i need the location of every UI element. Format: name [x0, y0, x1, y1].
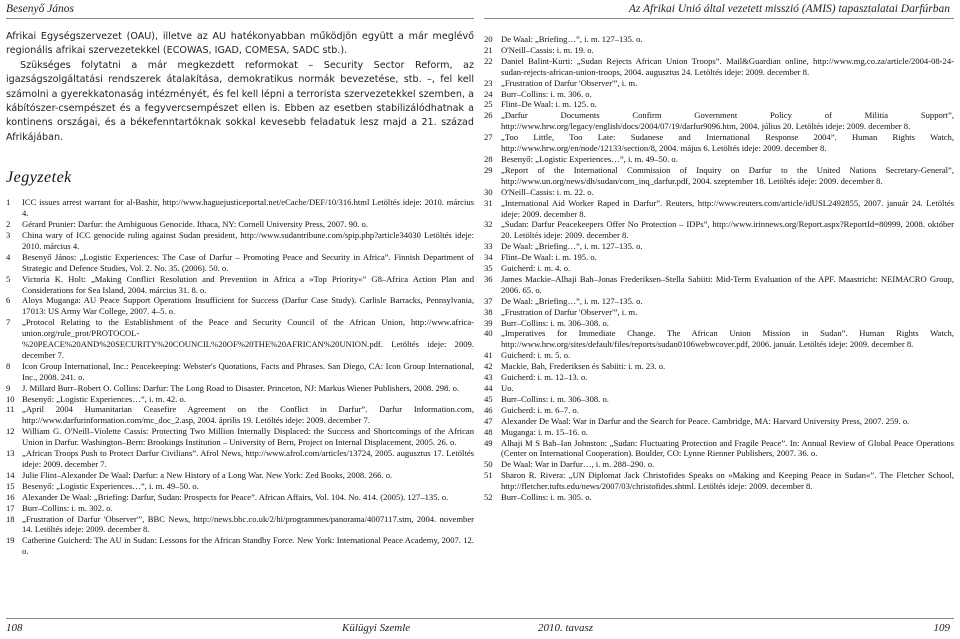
- endnote-number: 22: [484, 55, 493, 66]
- endnote-number: 25: [484, 99, 493, 110]
- header-rule-right: [484, 18, 954, 19]
- endnote-item: [484, 154, 954, 165]
- endnote-text: Flint–De Waal: i. m. 195. o.: [501, 252, 597, 263]
- endnote-number: 34: [484, 252, 493, 263]
- endnote-text: De Waal: „Briefing…”, i. m. 127–135. o.: [501, 34, 643, 44]
- endnote-text: Victoria K. Holt: „Making Conflict Resolution and Prevention in Africa a »Top Priority«” G8–Africa Action Plan and Considerations for Sea Island, 2004. március 31. 8. o.: [22, 273, 474, 295]
- endnote-number: 36: [484, 273, 493, 284]
- endnote-number: 45: [484, 393, 493, 404]
- endnote-text: „Report of the International Commission of Inquiry on Darfur to the United Nations Secretary-General”, http://www.un.org/news/dh/sudan/com_inq_darfur.pdf, 2004. szeptember 18. Letöltés ideje: 2009. december 8.: [501, 164, 954, 186]
- left-column: [6, 30, 474, 557]
- endnote-number: 8: [6, 360, 11, 371]
- endnote-number: 27: [484, 132, 493, 143]
- endnote-text: „Protocol Relating to the Establishment of the Peace and Security Council of the African Union, http://www.africa-union.org/rule_prot/PROTOCOL-%20PEACE%20AND%20SECURITY%20COUNCIL%20OF%20THE%20AFRICAN%20UNION.pdf. Letöltés ideje: 2009. december 7.: [22, 317, 474, 360]
- endnote-number: 5: [6, 273, 11, 284]
- endnote-number: 37: [484, 295, 493, 306]
- endnote-item: [484, 45, 954, 56]
- endnote-item: [484, 89, 954, 100]
- endnote-text: Burr–Collins: i. m. 305. o.: [501, 492, 592, 503]
- endnote-item: [6, 492, 474, 503]
- endnote-text: J. Millard Burr–Robert O. Collins: Darfur: The Long Road to Disaster. Princeton, NJ: Markus Wiener Publishers, 2008. 298. o.: [22, 382, 460, 393]
- endnote-text: Besenyő: „Logistic Experiences…”, i. m. 42. o.: [22, 393, 186, 404]
- endnote-item: [6, 426, 474, 448]
- endnote-text: James Mackie–Alhaji Bah–Jonas Frederiksen–Stella Sabiiti: Mid-Term Evaluation of the APF. Maastricht: NEIMACRO Group, 2006. 65. o.: [501, 273, 954, 295]
- endnote-number: 3: [6, 229, 11, 240]
- endnote-item: [6, 295, 474, 317]
- endnote-item: [6, 383, 474, 394]
- notes-list-left: [6, 197, 474, 557]
- endnote-text: „International Aid Worker Raped in Darfur”. Reuters, http://www.reuters.com/article/idUSL2492855, 2007. január 24. Letöltés ideje: 2009. december 8.: [501, 197, 954, 219]
- endnote-text: Flint–De Waal: i. m. 125. o.: [501, 99, 597, 110]
- endnote-number: 1: [6, 197, 11, 208]
- endnote-text: Alhaji M S Bah–Ian Johnston: „Sudan: Fluctuating Protection and Fragile Peace”. In: Annual Review of Global Peace Operations (Center on International Cooperation). Boulder, CO: Lynne Rienner Publishers, 2007. 36. o.: [501, 437, 954, 459]
- endnote-text: Alexander De Waal: War in Darfur and the Search for Peace. Cambridge, MA: Harvard University Press, 2007. 259. o.: [501, 415, 910, 426]
- endnote-text: Mackie, Bah, Frederiksen és Sabiiti: i. m. 23. o.: [501, 361, 666, 372]
- endnote-item: [6, 470, 474, 481]
- endnote-item: [484, 328, 954, 350]
- endnote-text: Alexander De Waal: „Briefing: Darfur, Sudan: Prospects for Peace”. African Affairs, Vol. 104. No. 414. (2005). 127–135. o.: [22, 491, 449, 502]
- endnote-number: 13: [6, 448, 15, 459]
- endnote-text: De Waal: „Briefing…”, i. m. 127–135. o.: [501, 295, 643, 306]
- endnote-number: 40: [484, 328, 493, 339]
- endnote-text: O'Neill–Cassis: i. m. 19. o.: [501, 44, 594, 55]
- endnote-item: [484, 459, 954, 470]
- endnote-text: „April 2004 Humanitarian Ceasefire Agreement on the Conflict in Darfur”. Darfur Information.com, http://www.darfurinformation.com/mc_doc_2.asp, 2004. április 19. Letöltés ideje: 2009. december 7.: [22, 404, 474, 426]
- endnote-item: [484, 56, 954, 78]
- endnote-item: [484, 252, 954, 263]
- footer-left-page-number: 108: [6, 622, 23, 634]
- endnote-text: „African Troops Push to Protect Darfur Civilians”. Afrol News, http://www.afrol.com/articles/13724, 2005. augusztus 17. Letöltés ideje: 2009. december 7.: [22, 448, 474, 469]
- endnote-item: [484, 416, 954, 427]
- endnote-number: 18: [6, 513, 15, 524]
- endnote-text: Uo.: [501, 383, 514, 393]
- header-left: Besenyő János: [6, 3, 75, 15]
- endnote-text: Besenyő: „Logistic Experiences…”, i. m. 49–50. o.: [501, 153, 678, 164]
- endnote-number: 4: [6, 251, 11, 262]
- endnote-text: „Frustration of Darfur 'Observer'”, i. m.: [501, 77, 638, 88]
- endnote-number: 32: [484, 219, 493, 230]
- endnote-item: [484, 318, 954, 329]
- endnote-item: [6, 361, 474, 383]
- endnote-item: [484, 372, 954, 383]
- endnote-item: [484, 427, 954, 438]
- body-text: [6, 30, 474, 145]
- endnote-number: 21: [484, 44, 493, 55]
- endnote-text: William G. O'Neill–Violette Cassis: Protecting Two Million Internally Displaced: the Success and Shortcomings of the African Union in Darfur. Washington–Bern: Brookings Institution – University of Bern, Project on Internal Displacement, 2005. 26. o.: [22, 426, 474, 448]
- endnote-text: Burr–Collins: i. m. 302. o.: [22, 502, 113, 513]
- endnote-number: 17: [6, 502, 15, 513]
- endnote-item: [6, 481, 474, 492]
- endnote-item: [6, 404, 474, 426]
- endnote-item: [6, 448, 474, 470]
- endnote-number: 43: [484, 372, 493, 383]
- right-column: [484, 34, 954, 503]
- endnote-text: Guicherd: i. m. 5. o.: [501, 350, 571, 361]
- notes-title: Jegyzetek: [6, 169, 72, 187]
- endnote-text: De Waal: „Briefing…”, i. m. 127–135. o.: [501, 241, 643, 252]
- endnote-number: 35: [484, 263, 493, 274]
- endnote-number: 14: [6, 469, 15, 480]
- endnote-number: 7: [6, 317, 11, 328]
- endnote-item: [484, 405, 954, 416]
- endnote-item: [484, 241, 954, 252]
- endnote-text: O'Neill–Cassis: i. m. 22. o.: [501, 186, 594, 197]
- endnote-number: 30: [484, 186, 493, 197]
- endnote-text: ICC issues arrest warrant for al-Bashir, http://www.haguejusticeportal.net/eCache/DEF/10/316.html Letöltés ideje: 2010. március 4.: [22, 197, 474, 219]
- endnote-item: [6, 274, 474, 296]
- endnote-item: [484, 274, 954, 296]
- endnote-number: 31: [484, 197, 493, 208]
- endnote-number: 41: [484, 350, 493, 361]
- endnote-item: [484, 492, 954, 503]
- endnote-item: [484, 470, 954, 492]
- endnote-item: [484, 307, 954, 318]
- endnote-item: [484, 34, 954, 45]
- endnote-item: [6, 230, 474, 252]
- footer-rule: [6, 618, 954, 619]
- endnote-item: [6, 503, 474, 514]
- endnote-item: [6, 219, 474, 230]
- footer-issue-date: 2010. tavasz: [538, 622, 593, 634]
- body-paragraph: Afrikai Egységszervezet (OAU), illetve az AU hatékonyabban működjön együtt a már meglévő regionális afrikai szervezetekkel (ECOWAS, IGAD, COMESA, SADC stb.).: [6, 31, 474, 57]
- endnote-text: Aloys Muganga: AU Peace Support Operations Insufficient for Success (Darfur Case Study). Carlisle Barracks, Pennsylvania, 17013: US Army War College, 2007. 4–5. o.: [22, 295, 474, 317]
- header-right: Az Afrikai Unió által vezetett misszió (AMIS) tapasztalatai Darfúrban: [628, 3, 950, 15]
- endnote-number: 39: [484, 317, 493, 328]
- endnote-item: [484, 361, 954, 372]
- endnote-text: China wary of ICC genocide ruling against Sudan president, http://www.sudantribune.com/spip.php?article34030 Letöltés ideje: 2010. március 4.: [22, 229, 474, 251]
- endnote-text: Burr–Collins: i. m. 306–308. o.: [501, 317, 609, 328]
- endnote-text: „Darfur Documents Confirm Government Policy of Militia Support”, http://www.hrw.org/legacy/english/docs/2004/07/19/darfur9096.htm, 2004. július 20. Letöltés ideje: 2009. december 8.: [501, 110, 954, 132]
- endnote-text: „Too Little, Too Late: Sudanese and International Response 2004”. Human Rights Watch, http://www.hrw.org/en/node/12133/section/8, 2004. május 6. Letöltés ideje: 2009. december 8.: [501, 132, 954, 154]
- endnote-number: 6: [6, 295, 11, 306]
- footer-journal-name: Külügyi Szemle: [342, 622, 411, 634]
- endnote-number: 11: [6, 404, 15, 415]
- endnote-number: 50: [484, 459, 493, 470]
- endnote-number: 49: [484, 437, 493, 448]
- endnote-number: 9: [6, 382, 11, 393]
- endnote-number: 19: [6, 535, 15, 546]
- endnote-item: [484, 78, 954, 89]
- endnote-text: Besenyő: „Logistic Experiences…”, i. m. 49–50. o.: [22, 480, 199, 491]
- endnote-text: Burr–Collins: i. m. 306–308. o.: [501, 393, 609, 404]
- header-rule-left: [6, 18, 474, 19]
- endnote-item: [484, 438, 954, 460]
- endnote-number: 48: [484, 426, 493, 437]
- notes-list-right: [484, 34, 954, 503]
- endnote-number: 20: [484, 34, 493, 44]
- endnote-text: De Waal: War in Darfur…, i. m. 288–290. o.: [501, 459, 655, 470]
- endnote-text: „Frustration of Darfur 'Observer'”, BBC News, http://news.bbc.co.uk/2/hi/programmes/panorama/4007117.stm, 2004. november 14. Letöltés ideje: 2009. december 8.: [22, 513, 474, 535]
- endnote-item: [484, 198, 954, 220]
- endnote-item: [6, 514, 474, 536]
- endnote-item: [484, 219, 954, 241]
- endnote-text: „Frustration of Darfur 'Observer'”, i. m.: [501, 306, 638, 317]
- endnote-item: [6, 197, 474, 219]
- endnote-text: Daniel Balint-Kurti: „Sudan Rejects African Union Troops”. Mail&Guardian online, http://www.mg.co.za/article/2004-08-24-sudan-rejects-african-union-troops, 2004. augusztus 24. Letöltés ideje: 2009. december 8.: [501, 55, 954, 77]
- endnote-text: Besenyő János: „Logistic Experiences: The Case of Darfur – Promoting Peace and Security in Africa”. Finnish Department of Strategic and Defence Studies, Vol. 2. No. 35. (2006). 50. o.: [22, 251, 474, 273]
- endnote-number: 44: [484, 383, 493, 393]
- endnote-text: Burr–Collins: i. m. 306. o.: [501, 88, 592, 99]
- endnote-number: 51: [484, 470, 493, 481]
- endnote-number: 28: [484, 153, 493, 164]
- endnote-item: [484, 263, 954, 274]
- endnote-text: Icon Group International, Inc.: Peacekeeping: Webster's Quotations, Facts and Phrases. San Diego, CA: Icon Group International, Inc., 2008. 241. o.: [22, 360, 474, 382]
- endnote-item: [484, 110, 954, 132]
- endnote-text: Guicherd: i. m. 6–7. o.: [501, 404, 579, 415]
- endnote-item: [6, 394, 474, 405]
- endnote-number: 26: [484, 110, 493, 121]
- body-paragraph: Szükséges folytatni a már megkezdett reformokat – Security Sector Reform, az igazságszolgáltatási rendszerek átalakítása, demokratikus normák bevezetése, stb. –, fel kell számolni a gyerekkatonaság intézményét, és fel kell lépni a terrorista szervezetekkel szemben, a kábítószer-csempészet és a fegyvercsempészet ellen is. Ebben az esetben stabilizálódhatnak a kontinens országai, és a békefenntartóknak sokkal kevesebb feladatuk lesz majd a 21. század Afrikájában.: [6, 59, 474, 143]
- endnote-number: 52: [484, 492, 493, 503]
- endnote-number: 24: [484, 88, 493, 99]
- endnote-number: 33: [484, 241, 493, 252]
- endnote-item: [484, 132, 954, 154]
- endnote-number: 29: [484, 164, 493, 175]
- endnote-number: 12: [6, 426, 15, 437]
- endnote-item: [6, 317, 474, 361]
- endnote-text: Catherine Guicherd: The AU in Sudan: Lessons for the African Standby Force. New York: International Peace Academy, 2007. 12. o.: [22, 535, 474, 557]
- endnote-item: [484, 99, 954, 110]
- endnote-text: „Sudan: Darfur Peacekeepers Offer No Protection – IDPs”, http://www.irinnews.org/Report.aspx?ReportId=80999, 2008. október 20. Letöltés ideje: 2009. december 8.: [501, 219, 954, 241]
- footer-right-page-number: 109: [933, 622, 950, 634]
- endnote-text: „Imperatives for Immediate Change. The African Union Mission in Sudan”. Human Rights Watch, http://www.hrw.org/sites/default/files/reports/sudan0106webwcover.pdf, 2006. január. Letöltés ideje: 2009. december 8.: [501, 328, 954, 350]
- endnote-item: [484, 383, 954, 394]
- endnote-number: 38: [484, 306, 493, 317]
- endnote-number: 2: [6, 219, 11, 230]
- endnote-number: 10: [6, 393, 15, 404]
- endnote-text: Gérard Prunier: Darfur: the Ambiguous Genocide. Ithaca, NY: Cornell University Press, 2007. 90. o.: [22, 219, 368, 230]
- endnote-text: Guicherd: i. m. 12–13. o.: [501, 372, 588, 383]
- endnote-item: [484, 350, 954, 361]
- endnote-item: [6, 535, 474, 557]
- endnote-item: [484, 394, 954, 405]
- endnote-text: Sharon R. Rivera: „UN Diplomat Jack Christofides Speaks on »Making and Keeping Peace in Sudan«”. The Fletcher School, http://fletcher.tufts.edu/news/2007/03/christofides.shtml. Letöltés ideje: 2009. december 8.: [501, 470, 954, 492]
- endnote-number: 46: [484, 404, 493, 415]
- endnote-number: 16: [6, 491, 15, 502]
- endnote-item: [484, 296, 954, 307]
- endnote-number: 47: [484, 415, 493, 426]
- endnote-text: Julie Flint–Alexander De Waal: Darfur: a New History of a Long War. New York: Zed Books, 2008. 266. o.: [22, 469, 393, 480]
- endnote-number: 42: [484, 361, 493, 372]
- endnote-item: [6, 252, 474, 274]
- endnote-number: 15: [6, 480, 15, 491]
- endnote-item: [484, 187, 954, 198]
- endnote-text: Muganga: i. m. 15–16. o.: [501, 426, 588, 437]
- endnote-item: [484, 165, 954, 187]
- endnote-number: 23: [484, 77, 493, 88]
- endnote-text: Guicherd: i. m. 4. o.: [501, 263, 571, 274]
